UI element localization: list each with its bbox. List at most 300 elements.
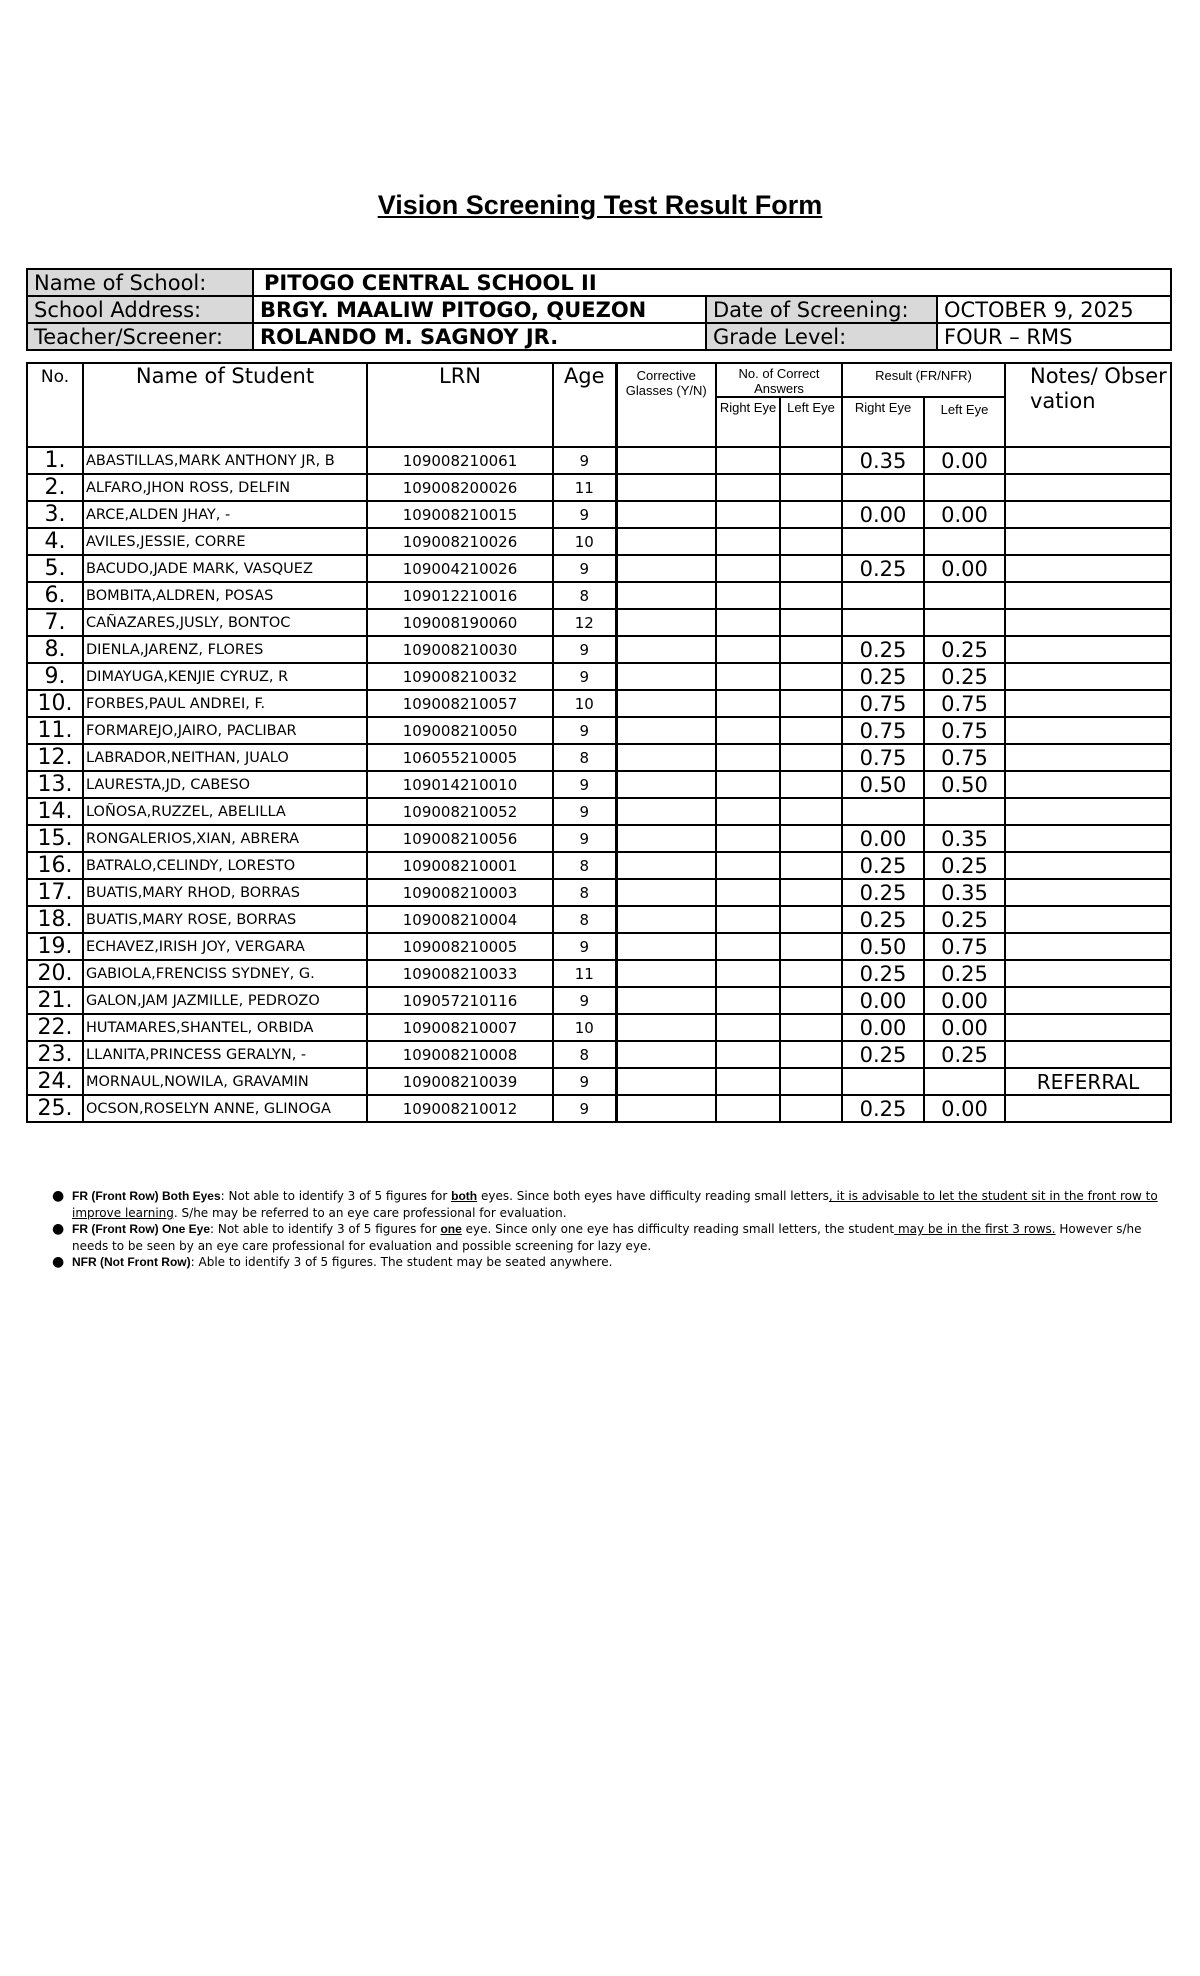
- correct-right-cell: [716, 717, 780, 744]
- header-correct-left-eye: Left Eye: [780, 397, 842, 447]
- student-lrn: 106055210005: [367, 744, 553, 771]
- result-right-eye: [842, 798, 924, 825]
- student-no: 23.: [27, 1041, 83, 1068]
- student-no: 1.: [27, 447, 83, 474]
- header-age: Age: [553, 363, 616, 447]
- student-rows: [27, 447, 1171, 1122]
- result-left-eye: [924, 1068, 1005, 1095]
- glasses-cell: [616, 474, 716, 501]
- student-note: [1005, 555, 1171, 582]
- correct-right-cell: [716, 1095, 780, 1122]
- result-right-eye: 0.00: [842, 501, 924, 528]
- student-note: [1005, 1014, 1171, 1041]
- student-name: BUATIS,MARY ROSE, BORRAS: [83, 906, 367, 933]
- glasses-cell: [616, 528, 716, 555]
- student-age: 9: [553, 933, 616, 960]
- student-no: 24.: [27, 1068, 83, 1095]
- table-row: [27, 798, 1171, 825]
- student-name: ECHAVEZ,IRISH JOY, VERGARA: [83, 933, 367, 960]
- student-lrn: 109008210030: [367, 636, 553, 663]
- table-row: [27, 609, 1171, 636]
- table-row: [27, 771, 1171, 798]
- result-left-eye: [924, 528, 1005, 555]
- student-lrn: 109008210032: [367, 663, 553, 690]
- glasses-cell: [616, 960, 716, 987]
- student-name: BUATIS,MARY RHOD, BORRAS: [83, 879, 367, 906]
- student-note: [1005, 744, 1171, 771]
- student-name: BOMBITA,ALDREN, POSAS: [83, 582, 367, 609]
- result-right-eye: 0.25: [842, 960, 924, 987]
- student-no: 8.: [27, 636, 83, 663]
- result-left-eye: 0.35: [924, 825, 1005, 852]
- student-age: 9: [553, 825, 616, 852]
- student-note: [1005, 663, 1171, 690]
- result-right-eye: 0.25: [842, 906, 924, 933]
- grade-level-label: Grade Level:: [706, 323, 937, 350]
- header-result: Result (FR/NFR): [842, 363, 1005, 397]
- glasses-cell: [616, 771, 716, 798]
- student-age: 11: [553, 474, 616, 501]
- student-lrn: 109008210061: [367, 447, 553, 474]
- student-age: 8: [553, 879, 616, 906]
- student-age: 8: [553, 744, 616, 771]
- table-row: [27, 1041, 1171, 1068]
- correct-left-cell: [780, 852, 842, 879]
- result-right-eye: 0.25: [842, 663, 924, 690]
- student-note: [1005, 609, 1171, 636]
- student-lrn: 109008210015: [367, 501, 553, 528]
- note-text: . S/he may be referred to an eye care professional for evaluation.: [173, 1205, 567, 1220]
- student-name: LABRADOR,NEITHAN, JUALO: [83, 744, 367, 771]
- student-note: [1005, 528, 1171, 555]
- student-note: [1005, 717, 1171, 744]
- glasses-cell: [616, 933, 716, 960]
- table-row: [27, 1014, 1171, 1041]
- result-left-eye: 0.00: [924, 555, 1005, 582]
- correct-right-cell: [716, 501, 780, 528]
- student-no: 11.: [27, 717, 83, 744]
- student-lrn: 109008190060: [367, 609, 553, 636]
- glasses-cell: [616, 609, 716, 636]
- result-left-eye: 0.00: [924, 987, 1005, 1014]
- result-left-eye: 0.75: [924, 717, 1005, 744]
- student-note: [1005, 771, 1171, 798]
- header-glasses: Corrective Glasses (Y/N): [616, 363, 716, 447]
- glasses-cell: [616, 744, 716, 771]
- student-lrn: 109008210007: [367, 1014, 553, 1041]
- result-right-eye: 0.00: [842, 1014, 924, 1041]
- glasses-cell: [616, 1068, 716, 1095]
- result-left-eye: 0.00: [924, 501, 1005, 528]
- student-lrn: 109008210003: [367, 879, 553, 906]
- table-row: [27, 690, 1171, 717]
- result-right-eye: 0.50: [842, 771, 924, 798]
- note-nfr: [52, 1254, 1170, 1271]
- result-left-eye: 0.75: [924, 744, 1005, 771]
- student-age: 10: [553, 528, 616, 555]
- correct-left-cell: [780, 474, 842, 501]
- result-left-eye: 0.25: [924, 1041, 1005, 1068]
- note-emphasis: one: [440, 1222, 462, 1236]
- student-name: AVILES,JESSIE, CORRE: [83, 528, 367, 555]
- result-left-eye: [924, 798, 1005, 825]
- table-row: [27, 987, 1171, 1014]
- student-age: 9: [553, 1068, 616, 1095]
- table-row: [27, 474, 1171, 501]
- table-row: [27, 1095, 1171, 1122]
- student-lrn: 109004210026: [367, 555, 553, 582]
- correct-right-cell: [716, 1068, 780, 1095]
- result-right-eye: 0.75: [842, 744, 924, 771]
- screening-date-label: Date of Screening:: [706, 296, 937, 323]
- glasses-cell: [616, 447, 716, 474]
- note-fr-one-eye: [52, 1221, 1170, 1254]
- correct-right-cell: [716, 609, 780, 636]
- result-left-eye: 0.00: [924, 1095, 1005, 1122]
- student-no: 12.: [27, 744, 83, 771]
- result-left-eye: 0.25: [924, 960, 1005, 987]
- note-emphasis: both: [451, 1189, 478, 1203]
- student-age: 9: [553, 717, 616, 744]
- correct-right-cell: [716, 663, 780, 690]
- result-right-eye: [842, 528, 924, 555]
- student-no: 18.: [27, 906, 83, 933]
- student-name: LLANITA,PRINCESS GERALYN, -: [83, 1041, 367, 1068]
- glasses-cell: [616, 906, 716, 933]
- student-age: 9: [553, 798, 616, 825]
- student-no: 22.: [27, 1014, 83, 1041]
- student-no: 9.: [27, 663, 83, 690]
- student-note: [1005, 906, 1171, 933]
- student-age: 10: [553, 690, 616, 717]
- table-row: [27, 852, 1171, 879]
- student-note: [1005, 447, 1171, 474]
- glasses-cell: [616, 636, 716, 663]
- correct-left-cell: [780, 1041, 842, 1068]
- glasses-cell: [616, 852, 716, 879]
- student-age: 8: [553, 906, 616, 933]
- student-lrn: 109008210012: [367, 1095, 553, 1122]
- student-age: 9: [553, 987, 616, 1014]
- table-row: [27, 717, 1171, 744]
- school-name-value: PITOGO CENTRAL SCHOOL II: [253, 269, 1171, 296]
- result-left-eye: 0.25: [924, 906, 1005, 933]
- student-age: 9: [553, 447, 616, 474]
- student-age: 9: [553, 663, 616, 690]
- student-age: 9: [553, 771, 616, 798]
- student-age: 9: [553, 1095, 616, 1122]
- student-age: 8: [553, 1041, 616, 1068]
- table-row: [27, 906, 1171, 933]
- correct-left-cell: [780, 798, 842, 825]
- correct-right-cell: [716, 879, 780, 906]
- glasses-cell: [616, 825, 716, 852]
- result-left-eye: 0.75: [924, 690, 1005, 717]
- header-correct-right-eye: Right Eye: [716, 397, 780, 447]
- correct-right-cell: [716, 555, 780, 582]
- glasses-cell: [616, 663, 716, 690]
- table-row: [27, 501, 1171, 528]
- bullet-icon: ●: [52, 1188, 65, 1204]
- student-name: ARCE,ALDEN JHAY, -: [83, 501, 367, 528]
- correct-right-cell: [716, 474, 780, 501]
- student-note: [1005, 1095, 1171, 1122]
- student-no: 16.: [27, 852, 83, 879]
- correct-right-cell: [716, 1041, 780, 1068]
- result-left-eye: 0.25: [924, 663, 1005, 690]
- correct-left-cell: [780, 825, 842, 852]
- student-no: 19.: [27, 933, 83, 960]
- note-text: : Not able to identify 3 of 5 figures for: [220, 1189, 452, 1203]
- correct-left-cell: [780, 1095, 842, 1122]
- result-right-eye: 0.50: [842, 933, 924, 960]
- student-no: 25.: [27, 1095, 83, 1122]
- note-text: : Not able to identify 3 of 5 figures for: [210, 1222, 441, 1236]
- student-lrn: 109008210039: [367, 1068, 553, 1095]
- result-right-eye: [842, 582, 924, 609]
- table-row: [27, 933, 1171, 960]
- legend-notes: [52, 1188, 1170, 1271]
- glasses-cell: [616, 717, 716, 744]
- student-note: [1005, 987, 1171, 1014]
- glasses-cell: [616, 690, 716, 717]
- student-name: BACUDO,JADE MARK, VASQUEZ: [83, 555, 367, 582]
- result-right-eye: 0.25: [842, 636, 924, 663]
- correct-left-cell: [780, 879, 842, 906]
- table-row: [27, 1068, 1171, 1095]
- student-name: ABASTILLAS,MARK ANTHONY JR, B: [83, 447, 367, 474]
- glasses-cell: [616, 987, 716, 1014]
- correct-left-cell: [780, 771, 842, 798]
- correct-right-cell: [716, 744, 780, 771]
- correct-right-cell: [716, 933, 780, 960]
- student-note: REFERRAL: [1005, 1068, 1171, 1095]
- student-age: 8: [553, 852, 616, 879]
- correct-left-cell: [780, 1014, 842, 1041]
- correct-right-cell: [716, 825, 780, 852]
- student-name: DIMAYUGA,KENJIE CYRUZ, R: [83, 663, 367, 690]
- bullet-icon: ●: [52, 1221, 65, 1237]
- student-note: [1005, 582, 1171, 609]
- result-right-eye: [842, 1068, 924, 1095]
- student-no: 17.: [27, 879, 83, 906]
- student-lrn: 109008210052: [367, 798, 553, 825]
- student-no: 14.: [27, 798, 83, 825]
- result-left-eye: [924, 609, 1005, 636]
- student-lrn: 109008210001: [367, 852, 553, 879]
- student-name: FORMAREJO,JAIRO, PACLIBAR: [83, 717, 367, 744]
- note-fr-both-title: FR (Front Row) Both Eyes: [72, 1189, 221, 1203]
- result-left-eye: 0.00: [924, 1014, 1005, 1041]
- glasses-cell: [616, 1095, 716, 1122]
- note-text: : Able to identify 3 of 5 figures. The student may be seated anywhere.: [190, 1255, 613, 1269]
- header-result-right-eye: Right Eye: [842, 397, 924, 447]
- student-lrn: 109008210004: [367, 906, 553, 933]
- header-lrn: LRN: [367, 363, 553, 447]
- result-right-eye: 0.00: [842, 825, 924, 852]
- student-name: RONGALERIOS,XIAN, ABRERA: [83, 825, 367, 852]
- correct-left-cell: [780, 906, 842, 933]
- glasses-cell: [616, 798, 716, 825]
- bullet-icon: ●: [52, 1254, 65, 1270]
- result-left-eye: 0.25: [924, 636, 1005, 663]
- student-age: 9: [553, 636, 616, 663]
- student-age: 11: [553, 960, 616, 987]
- correct-left-cell: [780, 933, 842, 960]
- correct-left-cell: [780, 663, 842, 690]
- student-no: 20.: [27, 960, 83, 987]
- correct-left-cell: [780, 636, 842, 663]
- result-left-eye: [924, 474, 1005, 501]
- student-lrn: 109008210056: [367, 825, 553, 852]
- student-lrn: 109008210026: [367, 528, 553, 555]
- table-row: [27, 960, 1171, 987]
- table-row: [27, 447, 1171, 474]
- student-no: 3.: [27, 501, 83, 528]
- student-note: [1005, 879, 1171, 906]
- correct-right-cell: [716, 771, 780, 798]
- correct-left-cell: [780, 690, 842, 717]
- student-age: 8: [553, 582, 616, 609]
- student-lrn: 109057210116: [367, 987, 553, 1014]
- student-no: 13.: [27, 771, 83, 798]
- table-row: [27, 555, 1171, 582]
- student-no: 10.: [27, 690, 83, 717]
- student-note: [1005, 933, 1171, 960]
- glasses-cell: [616, 1041, 716, 1068]
- correct-right-cell: [716, 852, 780, 879]
- student-note: [1005, 1041, 1171, 1068]
- result-right-eye: 0.75: [842, 690, 924, 717]
- grade-level-value: FOUR – RMS: [937, 323, 1171, 350]
- result-left-eye: 0.75: [924, 933, 1005, 960]
- page-title: Vision Screening Test Result Form: [377, 190, 823, 220]
- correct-left-cell: [780, 744, 842, 771]
- correct-left-cell: [780, 960, 842, 987]
- note-underline: may be in the first 3 rows.: [894, 1222, 1056, 1236]
- correct-left-cell: [780, 528, 842, 555]
- glasses-cell: [616, 555, 716, 582]
- school-address-value: BRGY. MAALIW PITOGO, QUEZON: [253, 296, 706, 323]
- correct-right-cell: [716, 987, 780, 1014]
- correct-left-cell: [780, 1068, 842, 1095]
- student-no: 15.: [27, 825, 83, 852]
- student-no: 7.: [27, 609, 83, 636]
- student-age: 10: [553, 1014, 616, 1041]
- glasses-cell: [616, 1014, 716, 1041]
- student-name: BATRALO,CELINDY, LORESTO: [83, 852, 367, 879]
- correct-left-cell: [780, 609, 842, 636]
- student-note: [1005, 501, 1171, 528]
- student-note: [1005, 690, 1171, 717]
- student-lrn: 109012210016: [367, 582, 553, 609]
- student-lrn: 109014210010: [367, 771, 553, 798]
- table-row: [27, 744, 1171, 771]
- note-text: eye. Since only one eye has difficulty reading small letters, the student: [461, 1222, 895, 1236]
- student-age: 12: [553, 609, 616, 636]
- header-result-left-eye: Left Eye: [924, 397, 1005, 447]
- correct-right-cell: [716, 636, 780, 663]
- correct-right-cell: [716, 1014, 780, 1041]
- student-lrn: 109008210008: [367, 1041, 553, 1068]
- note-fr-both-eyes: [52, 1188, 1170, 1221]
- result-right-eye: 0.25: [842, 879, 924, 906]
- header-name: Name of Student: [83, 363, 367, 447]
- table-row: [27, 582, 1171, 609]
- note-fr-one-title: FR (Front Row) One Eye: [72, 1222, 210, 1236]
- result-right-eye: [842, 474, 924, 501]
- table-row: [27, 825, 1171, 852]
- student-lrn: 109008210005: [367, 933, 553, 960]
- correct-left-cell: [780, 582, 842, 609]
- correct-left-cell: [780, 555, 842, 582]
- student-note: [1005, 825, 1171, 852]
- student-name: LOÑOSA,RUZZEL, ABELILLA: [83, 798, 367, 825]
- screening-date-value: OCTOBER 9, 2025: [937, 296, 1171, 323]
- student-note: [1005, 798, 1171, 825]
- glasses-cell: [616, 879, 716, 906]
- correct-right-cell: [716, 960, 780, 987]
- student-note: [1005, 474, 1171, 501]
- header-correct-answers: No. of Correct Answers: [716, 363, 842, 397]
- correct-left-cell: [780, 987, 842, 1014]
- school-address-label: School Address:: [27, 296, 253, 323]
- result-right-eye: 0.25: [842, 852, 924, 879]
- student-no: 2.: [27, 474, 83, 501]
- student-note: [1005, 960, 1171, 987]
- student-lrn: 109008210033: [367, 960, 553, 987]
- student-note: [1005, 636, 1171, 663]
- table-row: [27, 663, 1171, 690]
- correct-right-cell: [716, 528, 780, 555]
- student-no: 4.: [27, 528, 83, 555]
- note-text: eyes. Since both eyes have difficulty reading small letters: [477, 1189, 829, 1203]
- correct-left-cell: [780, 447, 842, 474]
- result-right-eye: [842, 609, 924, 636]
- note-underline: , it is advisable to let the student sit in the front row to improve learning: [72, 1189, 1158, 1220]
- correct-right-cell: [716, 447, 780, 474]
- student-name: GALON,JAM JAZMILLE, PEDROZO: [83, 987, 367, 1014]
- student-no: 5.: [27, 555, 83, 582]
- school-name-label: Name of School:: [27, 269, 253, 296]
- student-name: OCSON,ROSELYN ANNE, GLINOGA: [83, 1095, 367, 1122]
- note-nfr-title: NFR (Not Front Row): [72, 1255, 191, 1269]
- result-left-eye: 0.35: [924, 879, 1005, 906]
- result-right-eye: 0.35: [842, 447, 924, 474]
- student-name: LAURESTA,JD, CABESO: [83, 771, 367, 798]
- student-lrn: 109008210050: [367, 717, 553, 744]
- correct-right-cell: [716, 582, 780, 609]
- student-name: ALFARO,JHON ROSS, DELFIN: [83, 474, 367, 501]
- table-row: [27, 528, 1171, 555]
- student-name: DIENLA,JARENZ, FLORES: [83, 636, 367, 663]
- note-text: However s/he needs to be seen by an eye care professional for evaluation and possible screening for lazy eye.: [72, 1222, 1142, 1253]
- result-left-eye: [924, 582, 1005, 609]
- student-lrn: 109008200026: [367, 474, 553, 501]
- correct-left-cell: [780, 717, 842, 744]
- header-no: No.: [27, 363, 83, 447]
- correct-right-cell: [716, 690, 780, 717]
- result-left-eye: 0.25: [924, 852, 1005, 879]
- header-notes: Notes/ Observation: [1005, 363, 1171, 447]
- table-row: [27, 879, 1171, 906]
- teacher-label: Teacher/Screener:: [27, 323, 253, 350]
- correct-left-cell: [780, 501, 842, 528]
- student-name: GABIOLA,FRENCISS SYDNEY, G.: [83, 960, 367, 987]
- table-row: [27, 636, 1171, 663]
- school-info-table: [26, 268, 1172, 351]
- student-results-table: [26, 362, 1172, 1123]
